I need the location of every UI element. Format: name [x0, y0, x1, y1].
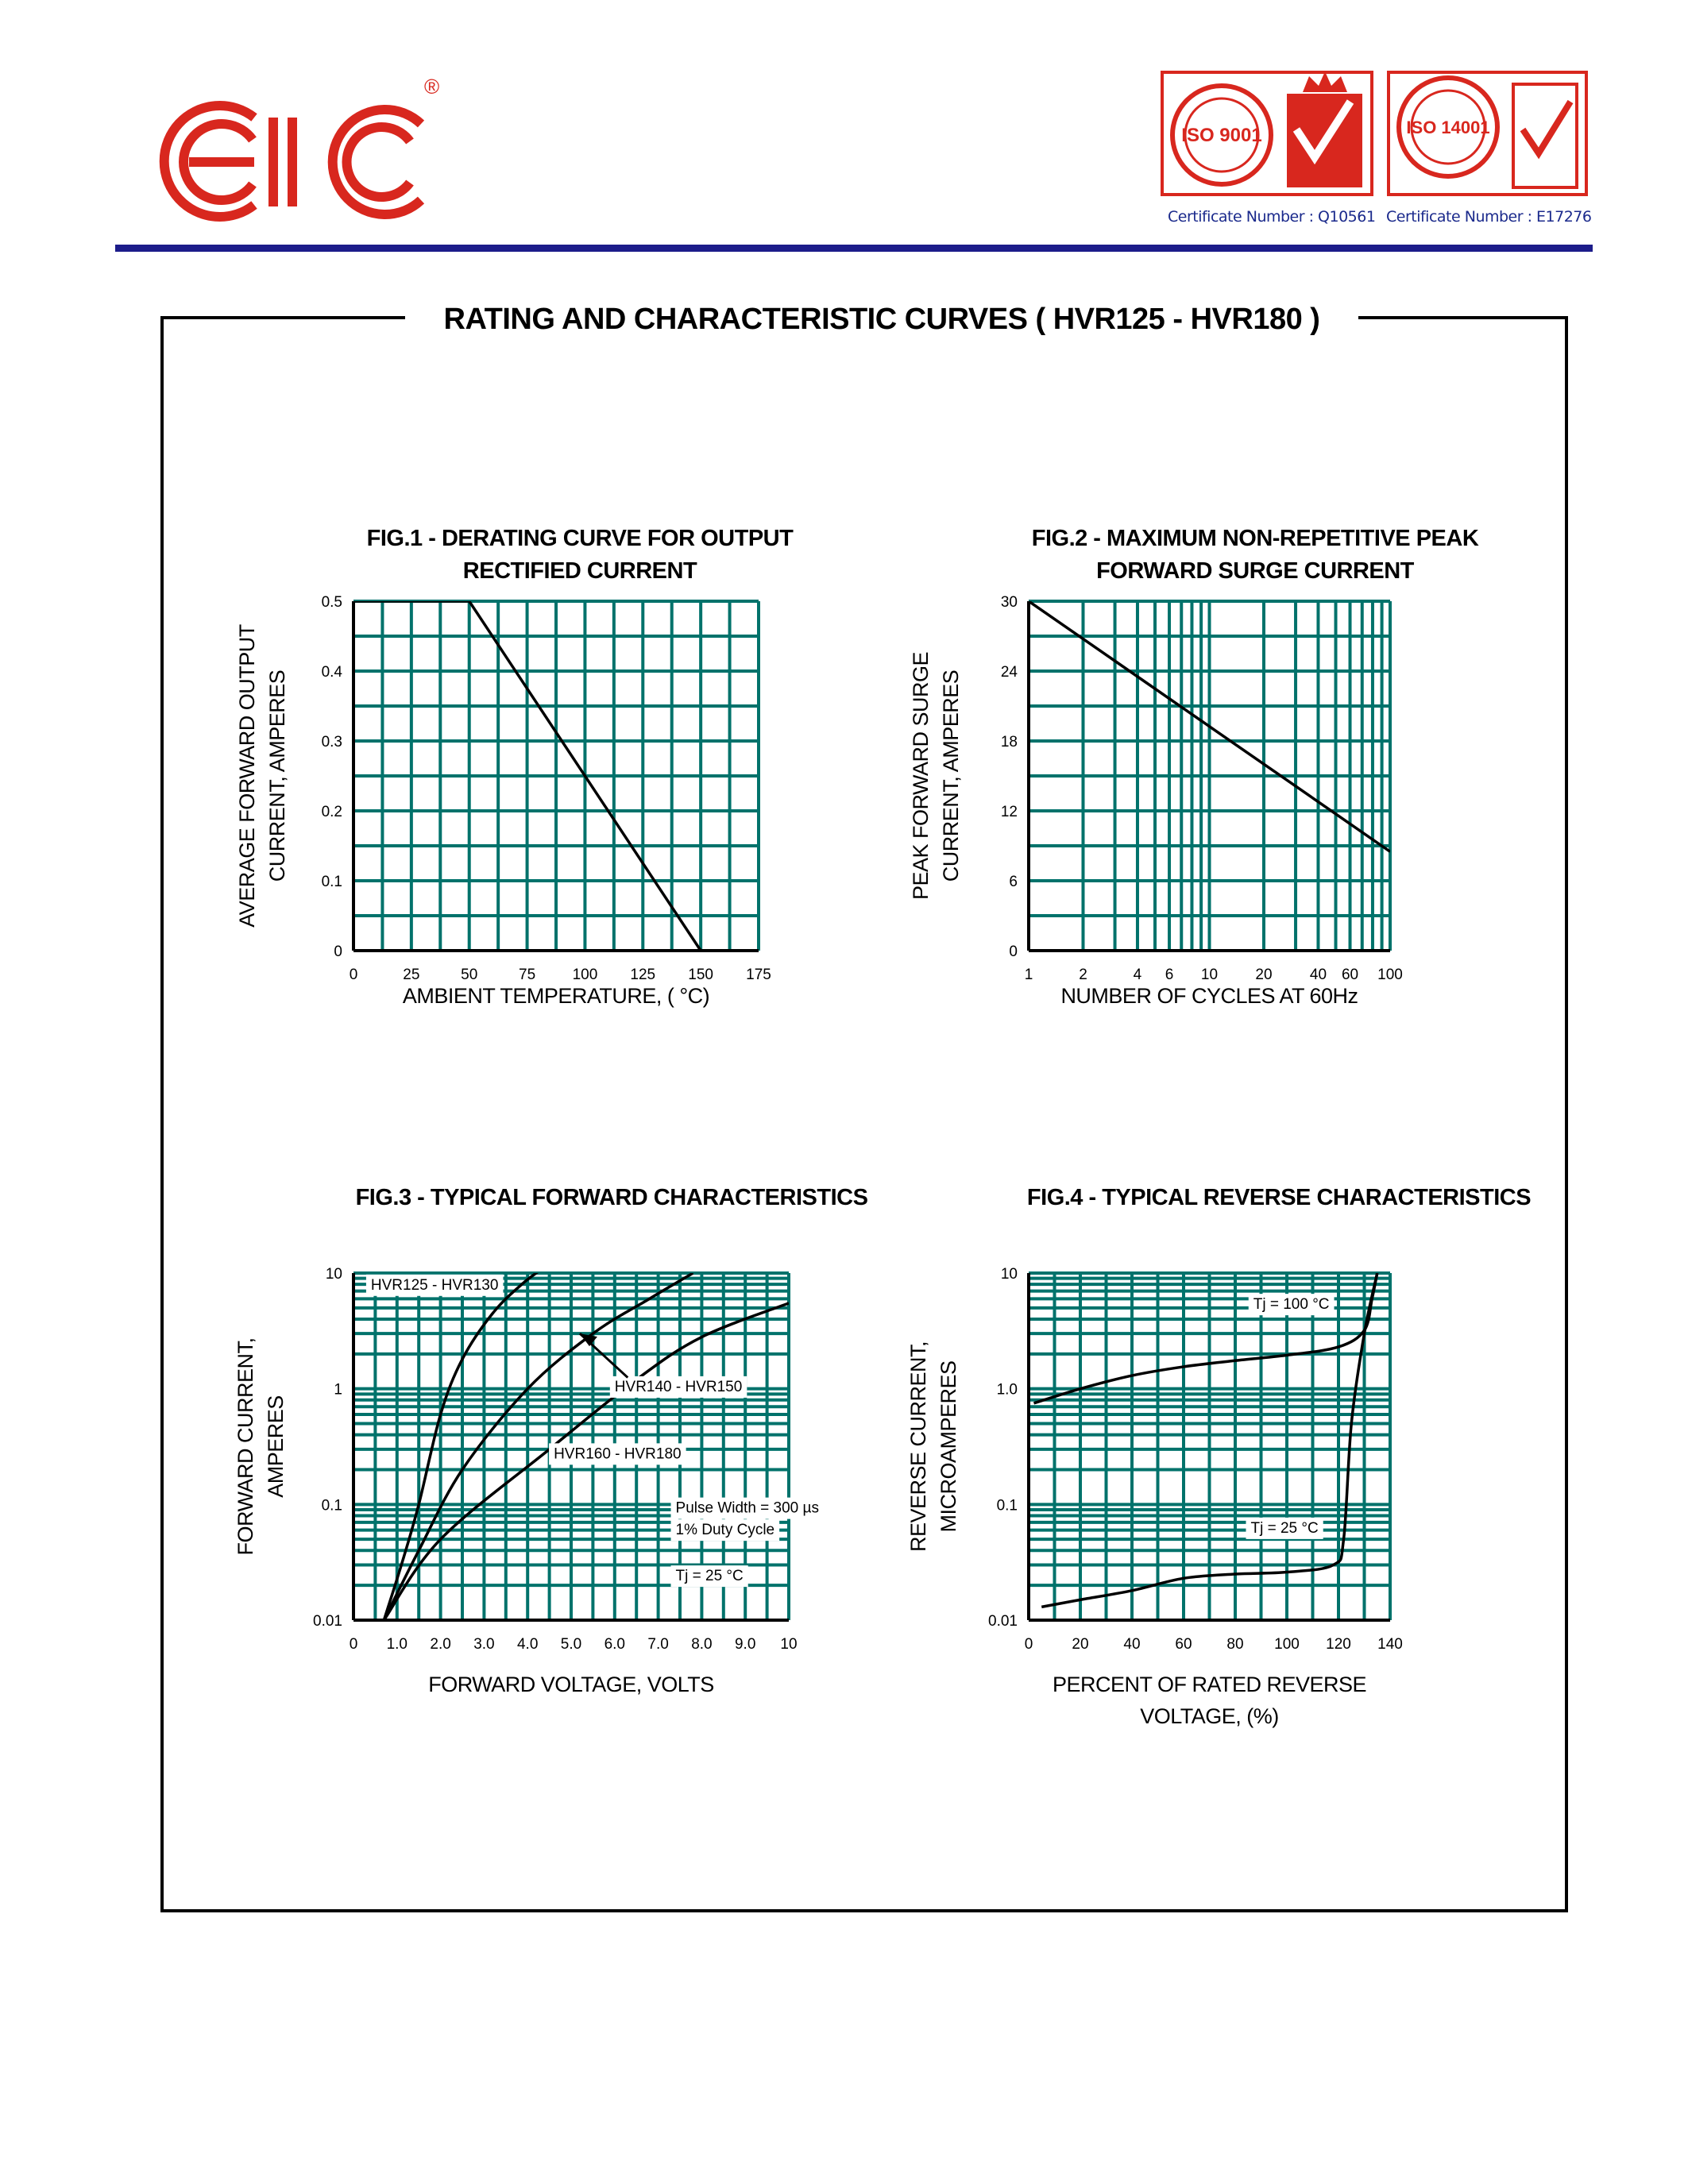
fig4-grid — [1029, 1273, 1390, 1620]
fig4-x-tick-label: 120 — [1326, 1636, 1351, 1653]
fig2-x-tick-label: 10 — [1200, 967, 1219, 983]
fig1-y-tick-label: 0 — [334, 943, 342, 960]
fig4-x-tick-label: 140 — [1377, 1636, 1403, 1653]
fig4-xlabel-line: VOLTAGE, (%) — [1140, 1704, 1279, 1728]
fig1-x-tick-label: 125 — [630, 967, 656, 983]
fig2-x-tick-label: 100 — [1377, 967, 1403, 983]
fig1-y-tick-label: 0.3 — [321, 734, 342, 751]
fig4-y-tick-label: 0.1 — [996, 1497, 1018, 1515]
fig3-ylabel-line: FORWARD CURRENT, — [234, 1337, 257, 1556]
fig1-title-line-1: FIG.1 - DERATING CURVE FOR OUTPUT — [366, 526, 794, 551]
fig4-x-tick-label: 0 — [1024, 1636, 1033, 1653]
fig3-x-tick-label: 5.0 — [560, 1636, 582, 1653]
iso-9001-badge-text: ISO 9001 — [1181, 125, 1262, 146]
fig1-x-tick-label: 150 — [688, 967, 713, 983]
fig4-x-tick-label: 80 — [1226, 1636, 1244, 1653]
fig4-annotation — [1249, 1294, 1335, 1315]
fig3-annotation — [549, 1443, 686, 1464]
iso-14001-badge-text: ISO 14001 — [1406, 118, 1490, 137]
fig4-x-tick-label: 100 — [1274, 1636, 1300, 1653]
fig2-y-tick-label: 12 — [1000, 804, 1018, 820]
fig3-ylabel-line: AMPERES — [264, 1395, 288, 1498]
fig4-plot — [906, 1266, 1403, 1728]
fig1-x-tick-label: 25 — [403, 967, 420, 983]
fig1-ylabel-line: AVERAGE FORWARD OUTPUT — [235, 624, 259, 928]
fig2-y-tick-label: 6 — [1009, 874, 1018, 890]
fig3-x-tick-label: 0 — [349, 1636, 358, 1653]
fig3-x-tick-label: 2.0 — [430, 1636, 451, 1653]
fig1-plot — [235, 594, 771, 1008]
fig4-annotation — [1246, 1518, 1323, 1539]
fig2-y-tick-label: 18 — [1000, 734, 1018, 751]
fig1-grid — [353, 601, 759, 951]
certificate-number-2: Certificate Number : E17276 — [1386, 208, 1592, 226]
fig3-y-tick-label: 0.1 — [321, 1497, 342, 1515]
fig3-x-tick-label: 10 — [780, 1636, 798, 1653]
fig2-y-tick-label: 0 — [1009, 943, 1018, 960]
fig2-x-tick-label: 4 — [1133, 967, 1142, 983]
fig1-ylabel-line: CURRENT, AMPERES — [265, 669, 289, 882]
fig3-y-tick-label: 10 — [325, 1266, 342, 1283]
fig2-xlabel: NUMBER OF CYCLES AT 60Hz — [1060, 984, 1358, 1008]
fig3-y-tick-label: 0.01 — [313, 1613, 342, 1630]
fig3-annotation — [671, 1519, 780, 1541]
fig3-annotation-text: HVR140 - HVR150 — [614, 1378, 743, 1395]
fig3-title-line-1: FIG.3 - TYPICAL FORWARD CHARACTERISTICS — [355, 1185, 868, 1210]
fig1-x-tick-label: 50 — [461, 967, 478, 983]
fig2-ylabel-line: PEAK FORWARD SURGE — [909, 651, 933, 901]
fig2-x-tick-label: 60 — [1341, 967, 1359, 983]
fig3-x-tick-label: 9.0 — [734, 1636, 756, 1653]
fig3-annotation-text: HVR160 - HVR180 — [554, 1445, 682, 1463]
fig3-annotation — [610, 1376, 747, 1398]
fig2-title-line-2: FORWARD SURGE CURRENT — [1096, 558, 1414, 584]
fig3-series-line-0 — [384, 1264, 549, 1620]
fig1-y-tick-label: 0.2 — [321, 804, 342, 820]
fig4-xlabel-line: PERCENT OF RATED REVERSE — [1052, 1673, 1367, 1696]
fig4-annotation-text: Tj = 100 °C — [1253, 1296, 1330, 1314]
fig2-x-tick-label: 40 — [1309, 967, 1327, 983]
fig3-x-tick-label: 6.0 — [604, 1636, 626, 1653]
fig2-x-tick-label: 6 — [1165, 967, 1174, 983]
fig1-x-tick-label: 0 — [349, 967, 358, 983]
fig3-x-tick-label: 3.0 — [473, 1636, 495, 1653]
fig3-annotation-text: Tj = 25 °C — [675, 1568, 744, 1585]
fig1-y-tick-label: 0.1 — [321, 874, 342, 890]
fig3-annotation-text: 1% Duty Cycle — [675, 1522, 775, 1539]
fig3-y-tick-label: 1 — [334, 1381, 342, 1399]
fig4-y-tick-label: 1.0 — [996, 1381, 1018, 1399]
certificate-number-1: Certificate Number : Q10561 — [1168, 208, 1376, 226]
fig4-x-tick-label: 20 — [1072, 1636, 1089, 1653]
fig3-annotation — [671, 1565, 748, 1587]
fig3-x-tick-label: 1.0 — [386, 1636, 408, 1653]
fig2-plot — [909, 594, 1403, 1008]
fig4-title-line-1: FIG.4 - TYPICAL REVERSE CHARACTERISTICS — [1026, 1185, 1532, 1210]
fig2-y-tick-label: 24 — [1000, 664, 1018, 681]
fig2-title-line-1: FIG.2 - MAXIMUM NON-REPETITIVE PEAK — [1031, 526, 1479, 551]
fig2-x-tick-label: 2 — [1079, 967, 1087, 983]
fig4-x-tick-label: 40 — [1123, 1636, 1141, 1653]
fig3-x-tick-label: 7.0 — [647, 1636, 669, 1653]
fig4-ylabel-line: MICROAMPERES — [937, 1360, 960, 1533]
fig1-y-tick-label: 0.4 — [321, 664, 342, 681]
fig4-series-line-0 — [1034, 1273, 1377, 1403]
page-title: RATING AND CHARACTERISTIC CURVES ( HVR125 - HVR180 ) — [405, 295, 1358, 343]
fig2-x-tick-label: 20 — [1255, 967, 1273, 983]
fig1-x-tick-label: 175 — [746, 967, 771, 983]
fig3-annotation — [671, 1498, 824, 1519]
fig3-xlabel: FORWARD VOLTAGE, VOLTS — [428, 1673, 714, 1696]
fig4-y-tick-label: 10 — [1000, 1266, 1018, 1283]
fig1-x-tick-label: 75 — [519, 967, 536, 983]
fig1-title-line-2: RECTIFIED CURRENT — [462, 558, 697, 584]
fig3-annotation — [366, 1275, 504, 1296]
fig2-y-tick-label: 30 — [1000, 594, 1018, 611]
fig4-ylabel-line: REVERSE CURRENT, — [906, 1341, 930, 1553]
fig1-y-tick-label: 0.5 — [321, 594, 342, 611]
fig4-annotation-text: Tj = 25 °C — [1250, 1519, 1319, 1537]
fig1-x-tick-label: 100 — [572, 967, 598, 983]
fig3-plot — [234, 1264, 824, 1696]
fig3-x-tick-label: 8.0 — [691, 1636, 713, 1653]
fig2-ylabel-line: CURRENT, AMPERES — [939, 669, 963, 882]
fig4-y-tick-label: 0.01 — [988, 1613, 1018, 1630]
fig3-annotation-text: HVR125 - HVR130 — [370, 1276, 499, 1294]
fig2-x-tick-label: 1 — [1024, 967, 1033, 983]
fig2-grid — [1029, 601, 1390, 951]
fig4-x-tick-label: 60 — [1175, 1636, 1192, 1653]
fig3-annotation-text: Pulse Width = 300 µs — [675, 1499, 819, 1517]
registered-mark: ® — [424, 75, 440, 98]
fig3-x-tick-label: 4.0 — [516, 1636, 539, 1653]
fig1-xlabel: AMBIENT TEMPERATURE, ( °C) — [402, 984, 710, 1008]
